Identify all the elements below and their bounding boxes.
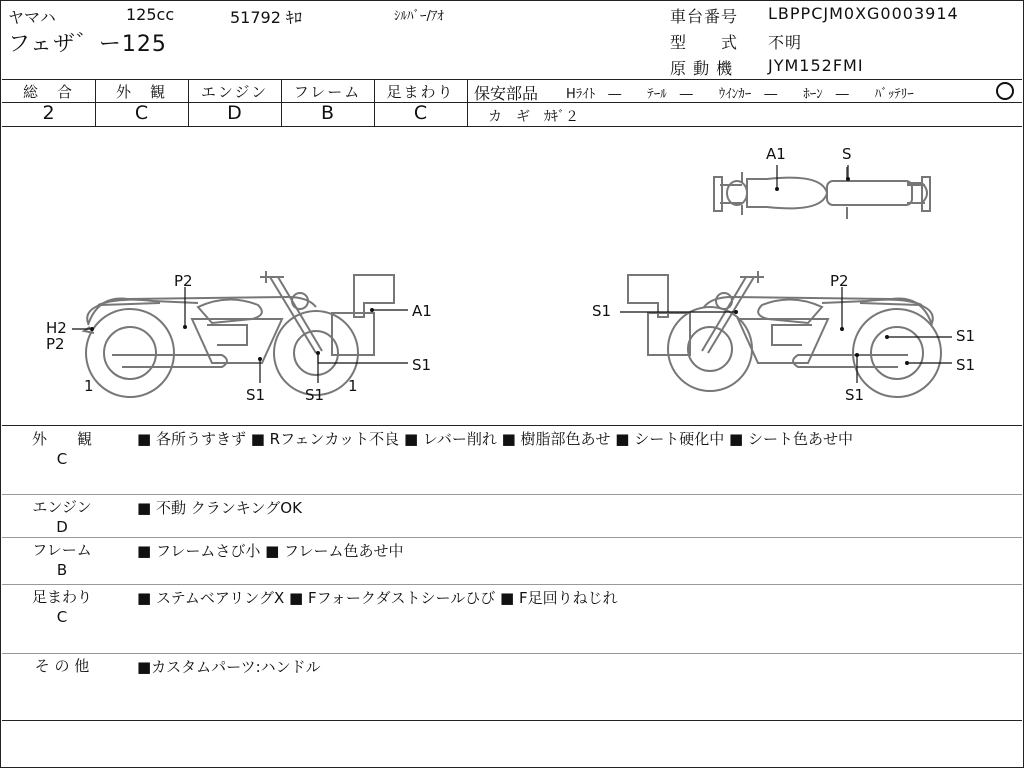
grade-value: 2 [42, 102, 55, 124]
remark-text: ■ 不動 クランキングOK [137, 499, 302, 517]
grade-value: B [320, 102, 335, 124]
remark-text: ■カスタムパーツ:ハンドル [137, 658, 321, 676]
grade-overall [2, 80, 96, 126]
remark-grade: B [56, 561, 68, 579]
mark-label: P2 [174, 272, 193, 290]
damage-diagram [2, 127, 1022, 426]
remark-suspension [2, 585, 1022, 654]
engine-label: 原 動 機 [670, 59, 734, 78]
grade-label: エンジン [200, 83, 269, 101]
remark-category: フレーム [32, 541, 92, 559]
safety-parts [468, 80, 1022, 126]
grade-suspension [374, 80, 468, 126]
vehicle-header [2, 1, 1022, 80]
remark-category: 外 観 [31, 430, 92, 448]
motorcycle-right-view [628, 271, 941, 397]
mark-label: S1 [246, 386, 266, 404]
vehicle-color: ｼﾙﾊﾞｰ/ｱｵ [394, 9, 444, 24]
mark-label: S1 [956, 356, 976, 374]
remark-text: ■ フレームさび小 ■ フレーム色あせ中 [137, 542, 404, 560]
remark-other [2, 654, 1022, 721]
safety-title: 保安部品 [474, 84, 539, 103]
grade-label: フレーム [293, 83, 362, 101]
grade-frame [281, 80, 375, 126]
mark-label: S [842, 145, 852, 163]
mark-label: S1 [305, 386, 325, 404]
grades-row [2, 80, 1022, 127]
chassis-label: 車台番号 [670, 7, 739, 26]
chassis-number: LBPPCJM0XG0003914 [768, 4, 959, 23]
mark-label: S1 [592, 302, 612, 320]
grade-engine [188, 80, 282, 126]
grade-label: 足まわり [386, 83, 455, 101]
mark-label: H2 [46, 319, 67, 337]
mileage: 51792 ｷﾛ [230, 8, 302, 27]
grade-label: 総 合 [22, 83, 74, 101]
mark-label: 1 [348, 377, 358, 395]
mark-label: A1 [412, 302, 432, 320]
mark-label: S1 [956, 327, 976, 345]
type-value: 不明 [768, 33, 803, 52]
maker: ヤマハ [8, 8, 56, 27]
displacement: 125cc [126, 5, 175, 24]
remark-exterior [2, 426, 1022, 495]
remark-engine [2, 495, 1022, 538]
mark-label: 1 [84, 377, 94, 395]
remark-text: ■ ステムベアリングX ■ Fフォークダストシールひび ■ F足回りねじれ [137, 589, 618, 607]
remark-frame [2, 538, 1022, 585]
mark-label: S1 [845, 386, 865, 404]
model-name: フェザ゛ー125 [8, 32, 167, 57]
grade-value: C [134, 102, 149, 124]
remark-category: エンジン [32, 498, 92, 516]
grade-value: D [227, 102, 242, 124]
motorcycle-drawings [2, 127, 1022, 425]
grade-exterior [95, 80, 189, 126]
mark-label: S1 [412, 356, 432, 374]
safety-items: Hﾗｲﾄ ― ﾃｰﾙ ― ｳｲﾝｶｰ ― ﾎｰﾝ ― ﾊﾞｯﾃﾘｰ [566, 87, 914, 102]
leader-lines [72, 165, 952, 383]
remark-category: 足まわり [31, 588, 92, 606]
motorcycle-top-view [714, 167, 930, 219]
remark-grade: C [56, 608, 68, 626]
remark-grade: D [56, 518, 68, 536]
engine-value: JYM152FMI [768, 56, 864, 75]
remark-text: ■ 各所うすきず ■ Rフェンカット不良 ■ レバー削れ ■ 樹脂部色あせ ■ シート硬化中 ■ シート色あせ中 [137, 430, 853, 448]
mark-label: P2 [46, 335, 65, 353]
remark-category: そ の 他 [34, 657, 90, 675]
battery-ok-icon [996, 82, 1014, 100]
remark-grade: C [56, 450, 68, 468]
grade-value: C [413, 102, 428, 124]
mark-label: A1 [766, 145, 786, 163]
mark-label: P2 [830, 272, 849, 290]
type-label: 型 式 [670, 33, 739, 52]
grade-label: 外 観 [115, 83, 167, 101]
key-info: カ ギ ｶｷﾞ２ [488, 109, 579, 125]
